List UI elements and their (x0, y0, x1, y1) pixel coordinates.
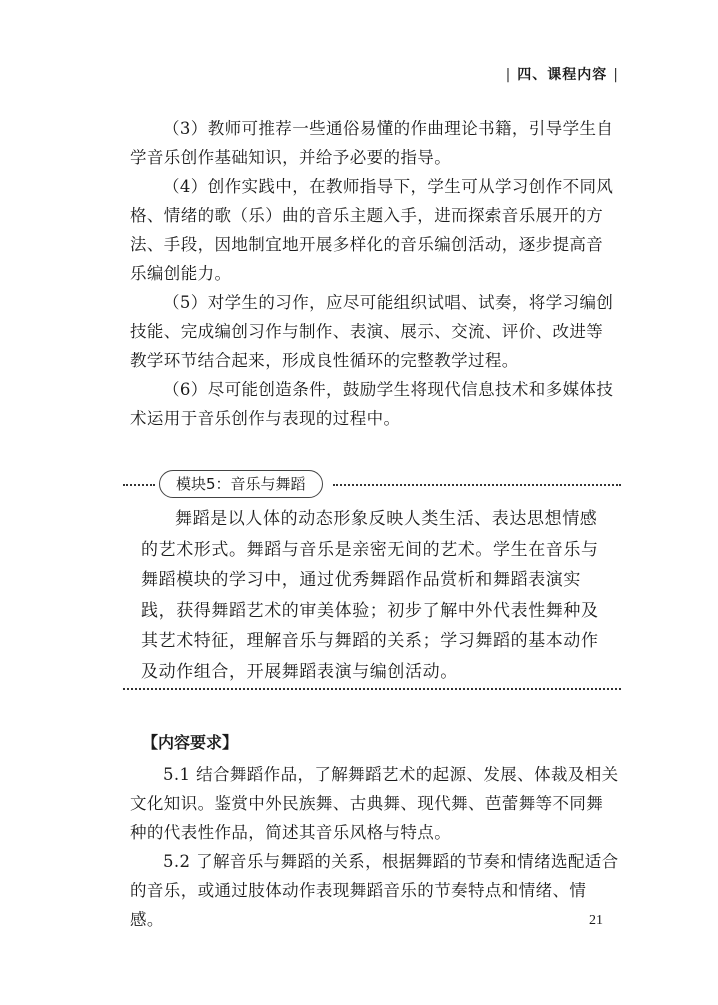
page-number: 21 (589, 913, 603, 928)
dotted-rule-top-right (333, 484, 621, 486)
dotted-rule-top-left (123, 484, 155, 486)
header-bar-right: | (613, 67, 619, 83)
content-requirements-heading: 【内容要求】 (142, 733, 239, 752)
paragraph-3: （3）教师可推荐一些通俗易懂的作曲理论书籍，引导学生自学音乐创作基础知识，并给予必要的指导。 (130, 119, 614, 167)
section-title: 四、课程内容 (517, 67, 608, 83)
requirement-item-5-2: 5.2 了解音乐与舞蹈的关系，根据舞蹈的节奏和情绪选配适合的音乐，或通过肢体动作表现舞蹈音乐的节奏特点和情绪、情感。 (130, 852, 619, 929)
paragraph-5: （5）对学生的习作，应尽可能组织试唱、试奏，将学习编创技能、完成编创习作与制作、表演、展示、交流、评价、改进等教学环节结合起来，形成良性循环的完整教学过程。 (130, 293, 614, 370)
paragraph-6: （6）尽可能创造条件，鼓励学生将现代信息技术和多媒体技术运用于音乐创作与表现的过程中。 (130, 380, 614, 428)
header-bar-left: | (505, 67, 512, 83)
requirement-item-5-1: 5.1 结合舞蹈作品，了解舞蹈艺术的起源、发展、体裁及相关文化知识。鉴赏中外民族舞、古典舞、现代舞、芭蕾舞等不同舞种的代表性作品，简述其音乐风格与特点。 (130, 765, 619, 842)
running-header (500, 64, 625, 84)
dotted-rule-bottom (123, 688, 621, 690)
paragraph-4: （4）创作实践中，在教师指导下，学生可从学习创作不同风格、情绪的歌（乐）曲的音乐主题入手，进而探索音乐展开的方法、手段，因地制宜地开展多样化的音乐编创活动，逐步提高音乐编创能力。 (130, 177, 614, 283)
module-description: 舞蹈是以人体的动态形象反映人类生活、表达思想情感的艺术形式。舞蹈与音乐是亲密无间的艺术。学生在音乐与舞蹈模块的学习中，通过优秀舞蹈作品赏析和舞蹈表演实践，获得舞蹈艺术的审美体验；初步了解中外代表性舞种及其艺术特征，理解音乐与舞蹈的关系；学习舞蹈的基本动作及动作组合，开展舞蹈表演与编创活动。 (141, 509, 599, 682)
module-title: 模块5：音乐与舞蹈 (159, 470, 323, 498)
module-box (123, 470, 621, 690)
